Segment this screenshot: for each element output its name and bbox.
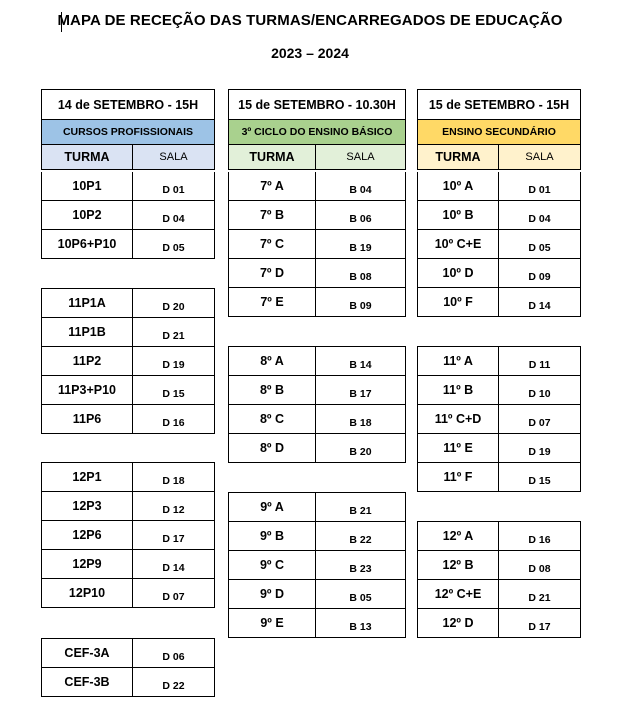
turma-cell: 11º F <box>418 463 499 491</box>
table-row <box>229 347 405 376</box>
class-group-secundario-2 <box>417 346 581 492</box>
category-header-profissionais: CURSOS PROFISSIONAIS <box>41 120 215 145</box>
turma-cell: 11P6 <box>42 405 133 433</box>
turma-cell: 11º E <box>418 434 499 462</box>
sala-cell: B 09 <box>349 300 372 312</box>
table-row <box>229 522 405 551</box>
turma-cell: 8º B <box>229 376 316 404</box>
sala-cell: D 17 <box>528 621 551 633</box>
sala-cell: B 18 <box>349 417 372 429</box>
table-row <box>42 172 214 201</box>
turma-cell: 11º B <box>418 376 499 404</box>
table-row <box>229 609 405 638</box>
table-row <box>418 463 580 492</box>
table-row <box>229 493 405 522</box>
table-row <box>418 201 580 230</box>
sala-cell: D 10 <box>528 388 551 400</box>
turma-cell: 11º C+D <box>418 405 499 433</box>
table-row <box>42 376 214 405</box>
turma-cell: 11P1A <box>42 289 133 317</box>
sala-cell: D 18 <box>162 475 185 487</box>
sala-cell: B 21 <box>349 505 372 517</box>
turma-cell: 10º C+E <box>418 230 499 258</box>
table-row <box>418 609 580 638</box>
document-title: MAPA DE RECEÇÃO DAS TURMAS/ENCARREGADOS DE EDUCAÇÃO <box>57 12 563 29</box>
column-headers-secundario <box>417 145 581 170</box>
turma-cell: 10º F <box>418 288 499 316</box>
class-group-profissionais-4 <box>41 638 215 697</box>
table-row <box>418 405 580 434</box>
turma-cell: 10P1 <box>42 172 133 200</box>
table-row <box>229 580 405 609</box>
table-row <box>418 347 580 376</box>
sala-cell: B 05 <box>349 592 372 604</box>
turma-cell: 8º A <box>229 347 316 375</box>
table-row <box>418 551 580 580</box>
sala-cell: D 08 <box>528 563 551 575</box>
turma-cell: 9º C <box>229 551 316 579</box>
table-row <box>418 230 580 259</box>
table-row <box>42 463 214 492</box>
turma-cell: 11º A <box>418 347 499 375</box>
class-group-profissionais-2 <box>41 288 215 434</box>
turma-cell: 12P10 <box>42 579 133 607</box>
sala-cell: D 11 <box>528 359 551 371</box>
table-row <box>418 434 580 463</box>
sala-cell: D 07 <box>528 417 551 429</box>
turma-cell: 7º C <box>229 230 316 258</box>
table-row <box>42 230 214 259</box>
sala-cell: B 17 <box>349 388 372 400</box>
sala-column-header: SALA <box>525 151 554 163</box>
table-row <box>42 639 214 668</box>
sala-cell: D 01 <box>162 184 185 196</box>
sala-cell: D 04 <box>528 213 551 225</box>
column-headers-basico <box>228 145 406 170</box>
table-row <box>42 668 214 697</box>
class-group-profissionais-3 <box>41 462 215 608</box>
turma-cell: 10P2 <box>42 201 133 229</box>
sala-cell: B 13 <box>349 621 372 633</box>
table-row <box>42 405 214 434</box>
table-row <box>42 521 214 550</box>
turma-cell: 11P2 <box>42 347 133 375</box>
turma-cell: 8º C <box>229 405 316 433</box>
date-header-profissionais: 14 de SETEMBRO - 15H <box>41 89 215 120</box>
turma-cell: 12º A <box>418 522 499 550</box>
sala-cell: D 07 <box>162 591 185 603</box>
sala-cell: D 19 <box>528 446 551 458</box>
sala-cell: D 09 <box>528 271 551 283</box>
turma-cell: 12P1 <box>42 463 133 491</box>
turma-cell: 7º E <box>229 288 316 316</box>
sala-cell: D 01 <box>528 184 551 196</box>
sala-cell: B 23 <box>349 563 372 575</box>
turma-cell: 12º B <box>418 551 499 579</box>
sala-cell: D 20 <box>162 301 185 313</box>
table-row <box>42 347 214 376</box>
turma-cell: 9º A <box>229 493 316 521</box>
turma-column-header: TURMA <box>42 145 133 169</box>
turma-cell: 9º E <box>229 609 316 637</box>
class-group-basico-1 <box>228 172 406 317</box>
table-row <box>229 288 405 317</box>
sala-cell: D 22 <box>162 680 185 692</box>
table-row <box>229 230 405 259</box>
table-row <box>229 201 405 230</box>
turma-cell: 10º D <box>418 259 499 287</box>
sala-cell: D 21 <box>528 592 551 604</box>
sala-cell: D 04 <box>162 213 185 225</box>
turma-cell: 12P6 <box>42 521 133 549</box>
sala-cell: D 05 <box>162 242 185 254</box>
turma-cell: 10P6+P10 <box>42 230 133 258</box>
sala-cell: D 17 <box>162 533 185 545</box>
sala-column-header: SALA <box>346 151 375 163</box>
table-row <box>229 551 405 580</box>
sala-cell: D 14 <box>162 562 185 574</box>
turma-cell: CEF-3A <box>42 639 133 667</box>
table-row <box>418 522 580 551</box>
class-group-secundario-3 <box>417 521 581 638</box>
sala-cell: B 06 <box>349 213 372 225</box>
table-row <box>418 376 580 405</box>
category-header-secundario: ENSINO SECUNDÁRIO <box>417 120 581 145</box>
table-row <box>229 376 405 405</box>
turma-cell: 10º A <box>418 172 499 200</box>
table-row <box>229 405 405 434</box>
sala-cell: D 21 <box>162 330 185 342</box>
turma-cell: 10º B <box>418 201 499 229</box>
sala-cell: D 15 <box>528 475 551 487</box>
table-row <box>42 550 214 579</box>
turma-column-header: TURMA <box>418 145 499 169</box>
class-group-profissionais-1 <box>41 172 215 259</box>
sala-cell: D 16 <box>162 417 185 429</box>
table-row <box>42 492 214 521</box>
sala-cell: D 06 <box>162 651 185 663</box>
turma-cell: 8º D <box>229 434 316 462</box>
school-year: 2023 – 2024 <box>271 45 349 61</box>
table-row <box>42 289 214 318</box>
turma-cell: 12º C+E <box>418 580 499 608</box>
sala-column-header: SALA <box>159 151 188 163</box>
turma-column-header: TURMA <box>229 145 316 169</box>
turma-cell: CEF-3B <box>42 668 133 696</box>
table-row <box>42 579 214 608</box>
column-headers-profissionais <box>41 145 215 170</box>
category-header-basico: 3º CICLO DO ENSINO BÁSICO <box>228 120 406 145</box>
sala-cell: B 22 <box>349 534 372 546</box>
turma-cell: 12º D <box>418 609 499 637</box>
turma-cell: 11P1B <box>42 318 133 346</box>
table-row <box>229 259 405 288</box>
sala-cell: D 15 <box>162 388 185 400</box>
table-row <box>229 172 405 201</box>
sala-cell: B 08 <box>349 271 372 283</box>
turma-cell: 7º D <box>229 259 316 287</box>
date-header-basico: 15 de SETEMBRO - 10.30H <box>228 89 406 120</box>
sala-cell: D 14 <box>528 300 551 312</box>
sala-cell: B 19 <box>349 242 372 254</box>
sala-cell: B 04 <box>349 184 372 196</box>
turma-cell: 7º A <box>229 172 316 200</box>
sala-cell: D 05 <box>528 242 551 254</box>
turma-cell: 9º D <box>229 580 316 608</box>
class-group-basico-2 <box>228 346 406 463</box>
turma-cell: 7º B <box>229 201 316 229</box>
sala-cell: D 12 <box>162 504 185 516</box>
sala-cell: B 14 <box>349 359 372 371</box>
turma-cell: 12P9 <box>42 550 133 578</box>
table-row <box>418 288 580 317</box>
table-row <box>42 201 214 230</box>
sala-cell: D 19 <box>162 359 185 371</box>
turma-cell: 12P3 <box>42 492 133 520</box>
date-header-secundario: 15 de SETEMBRO - 15H <box>417 89 581 120</box>
class-group-basico-3 <box>228 492 406 638</box>
sala-cell: D 16 <box>528 534 551 546</box>
table-row <box>229 434 405 463</box>
table-row <box>42 318 214 347</box>
table-row <box>418 172 580 201</box>
table-row <box>418 580 580 609</box>
sala-cell: B 20 <box>349 446 372 458</box>
turma-cell: 11P3+P10 <box>42 376 133 404</box>
table-row <box>418 259 580 288</box>
class-group-secundario-1 <box>417 172 581 317</box>
turma-cell: 9º B <box>229 522 316 550</box>
